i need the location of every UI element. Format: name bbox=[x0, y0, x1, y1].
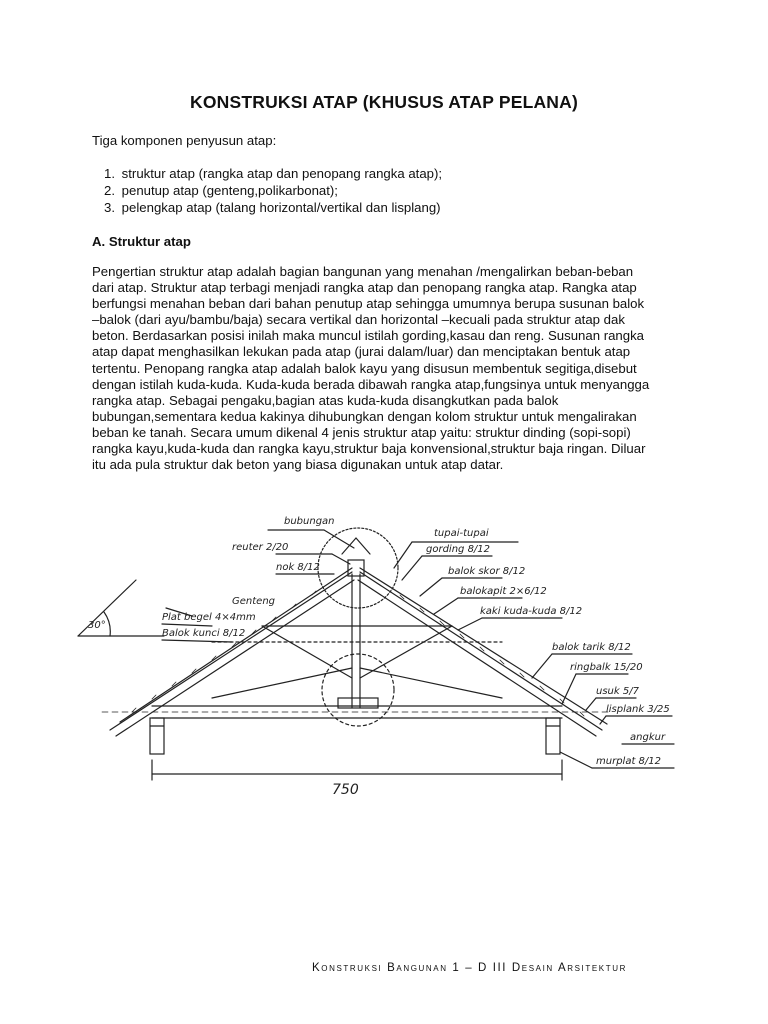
list-number: 3. bbox=[104, 200, 115, 215]
paragraph-line: dengan istilah kuda-kuda. Kuda-kuda berada dibawah rangka atap,fungsinya untuk menyangga bbox=[92, 376, 650, 392]
paragraph-line: beban ke tanah. Secara umum dikenal 4 jenis struktur atap yaitu: struktur dinding (sopi-sopi) bbox=[92, 424, 631, 440]
label-angle: 30° bbox=[88, 620, 106, 631]
paragraph-line: atap dapat menghasilkan lekukan pada atap (jurai dalam/luar) dan menciptakan bentuk atap bbox=[92, 344, 631, 360]
paragraph-line: Pengertian struktur atap adalah bagian bangunan yang menahan /mengalirkan beban-beban bbox=[92, 264, 634, 279]
label-kaki-kuda: kaki kuda-kuda 8/12 bbox=[480, 606, 583, 617]
list-item bbox=[104, 199, 442, 216]
page-title: KONSTRUKSI ATAP (KHUSUS ATAP PELANA) bbox=[190, 92, 578, 112]
paragraph-line: tertentu. Penopang rangka atap adalah balok kayu yang disusun membentuk segitiga,disebut bbox=[92, 360, 637, 376]
component-list bbox=[104, 165, 442, 216]
list-item bbox=[104, 165, 442, 182]
label-lisplank: lisplank 3/25 bbox=[606, 704, 670, 715]
label-ringbalk: ringbalk 15/20 bbox=[570, 662, 643, 673]
paragraph-line: itu ada pula struktur dak beton yang biasa digunakan untuk atap datar. bbox=[92, 457, 504, 473]
section-heading: A. Struktur atap bbox=[92, 234, 191, 249]
label-span: 750 bbox=[332, 782, 359, 798]
intro-text: Tiga komponen penyusun atap: bbox=[92, 133, 277, 148]
label-genteng: Genteng bbox=[232, 596, 275, 607]
list-number: 1. bbox=[104, 166, 115, 181]
paragraph-line: rangka kayu,kuda-kuda dan rangka kayu,struktur baja konvensional,struktur baja ringan. Diluar bbox=[92, 441, 646, 457]
label-balok-tarik: balok tarik 8/12 bbox=[552, 642, 631, 653]
paragraph-line: rangka atap. Sebagai pengaku,bagian atas kuda-kuda disangkutkan pada balok bbox=[92, 392, 559, 408]
label-reuter: reuter 2/20 bbox=[232, 542, 289, 553]
paragraph-line: dari atap. Struktur atap terbagi menjadi rangka atap dan penopang rangka atap. Rangka atap bbox=[92, 280, 637, 296]
list-text: penutup atap (genteng,polikarbonat); bbox=[121, 183, 338, 198]
paragraph-line: beton. Berdasarkan posisi inilah maka muncul istilah gording,kasau dan reng. Susunan rangka bbox=[92, 328, 645, 344]
label-bubungan: bubungan bbox=[284, 516, 335, 527]
page-footer: Konstruksi Bangunan 1 – D III Desain Arsitektur bbox=[312, 962, 627, 974]
label-angkur: angkur bbox=[630, 732, 666, 743]
label-balok-kunci: Balok kunci 8/12 bbox=[162, 628, 246, 639]
label-tupai: tupai-tupai bbox=[434, 528, 489, 539]
label-murplat: murplat 8/12 bbox=[596, 756, 661, 767]
label-nok: nok 8/12 bbox=[276, 562, 320, 573]
label-gording: gording 8/12 bbox=[426, 544, 491, 555]
body-paragraph bbox=[92, 264, 692, 473]
truss-sketch bbox=[62, 498, 722, 818]
label-balok-apit: balokapit 2×6/12 bbox=[460, 586, 547, 597]
list-text: pelengkap atap (talang horizontal/vertikal dan lisplang) bbox=[121, 200, 441, 215]
label-usuk: usuk 5/7 bbox=[596, 686, 639, 697]
list-text: struktur atap (rangka atap dan penopang rangka atap); bbox=[121, 166, 443, 181]
paragraph-line: bubungan,sementara kedua kakinya dihubungkan dengan kolom struktur untuk mengalirakan bbox=[92, 408, 637, 424]
paragraph-line: –balok (dari ayu/bambu/baja) secara vertikal dan horizontal –kecuali pada struktur atap dak bbox=[92, 312, 625, 328]
label-balok-skor: balok skor 8/12 bbox=[448, 566, 526, 577]
roof-truss-drawing bbox=[62, 498, 722, 818]
list-item bbox=[104, 182, 442, 199]
paragraph-line: berfungsi menahan beban dari bahan penutup atap sehingga umumnya berupa susunan balok bbox=[92, 296, 645, 312]
label-plat-begel: Plat begel 4×4mm bbox=[162, 612, 256, 623]
list-number: 2. bbox=[104, 183, 115, 198]
